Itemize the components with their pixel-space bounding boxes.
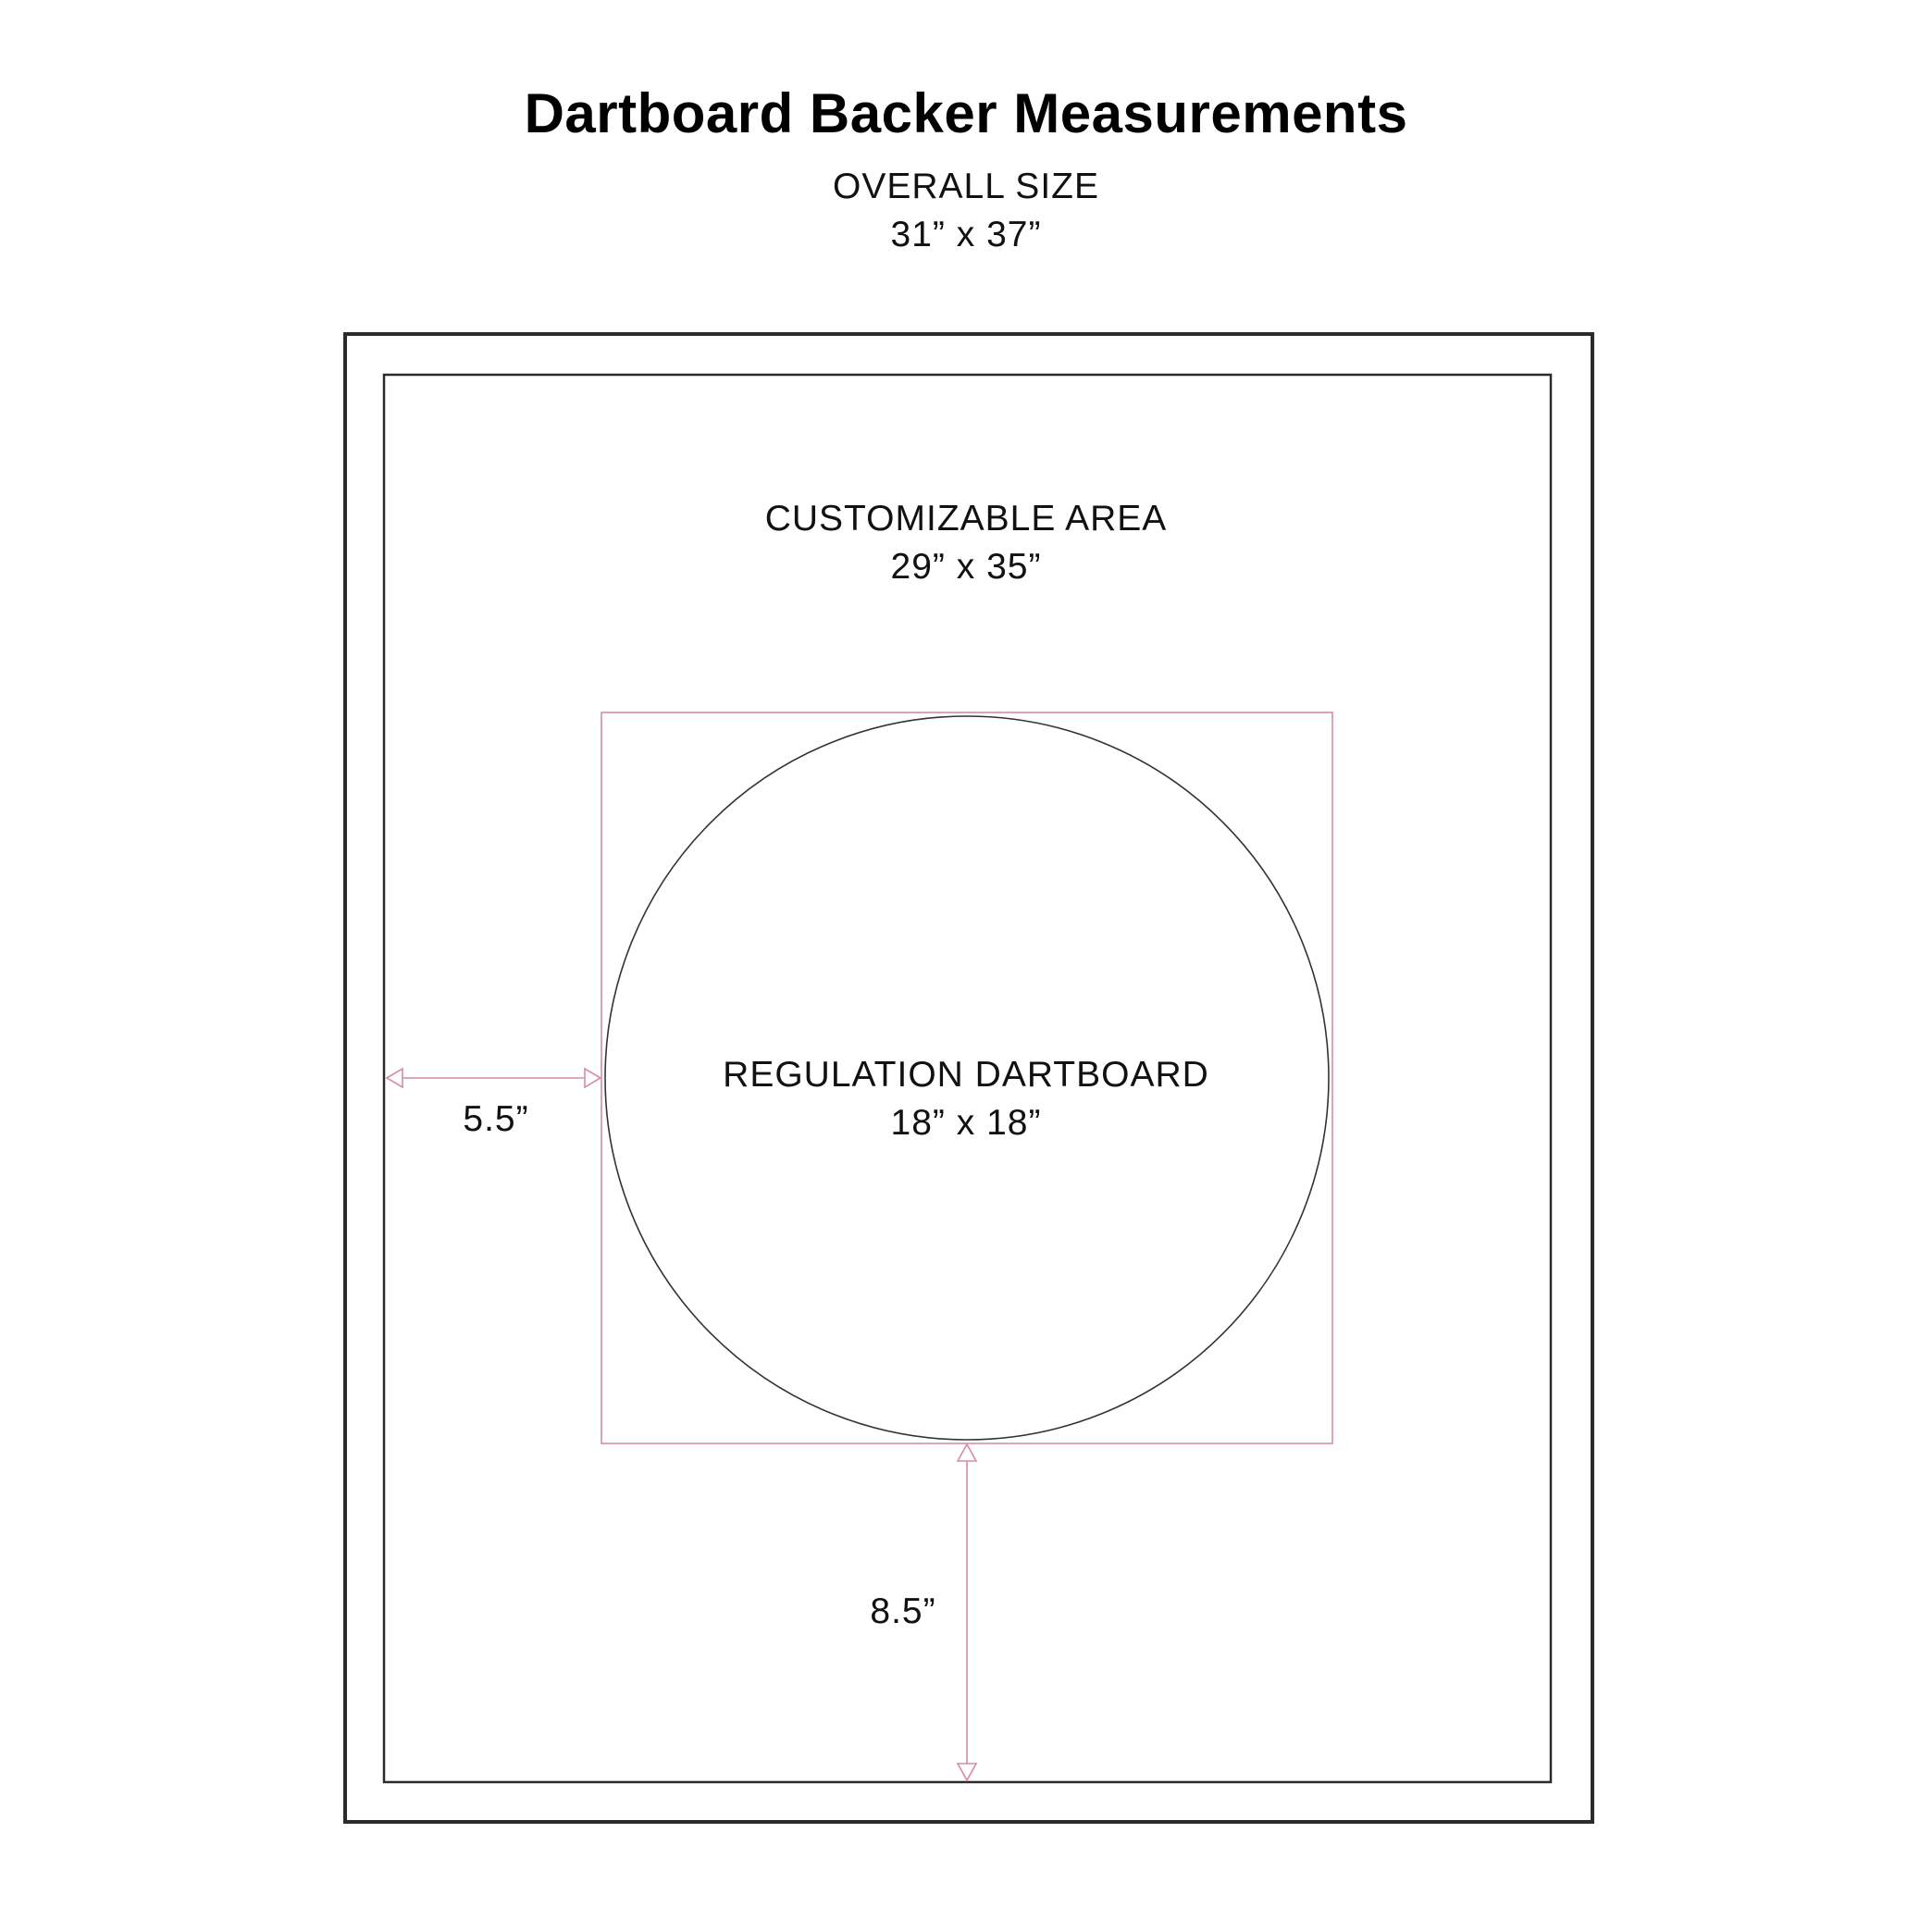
customizable-area-label: CUSTOMIZABLE AREA: [764, 499, 1168, 539]
side-margin-label: 5.5”: [463, 1099, 529, 1139]
bottom-margin-label: 8.5”: [870, 1591, 936, 1631]
customizable-area-value: 29” x 35”: [890, 547, 1042, 587]
dartboard-value: 18” x 18”: [890, 1103, 1042, 1143]
dartboard-label: REGULATION DARTBOARD: [723, 1055, 1209, 1095]
dartboard-block: [0, 1051, 1932, 1147]
customizable-area-block: [0, 495, 1932, 591]
overall-size-label: OVERALL SIZE: [833, 167, 1099, 206]
overall-size-value: 31” x 37”: [890, 215, 1042, 254]
page-title: Dartboard Backer Measurements: [524, 82, 1408, 144]
